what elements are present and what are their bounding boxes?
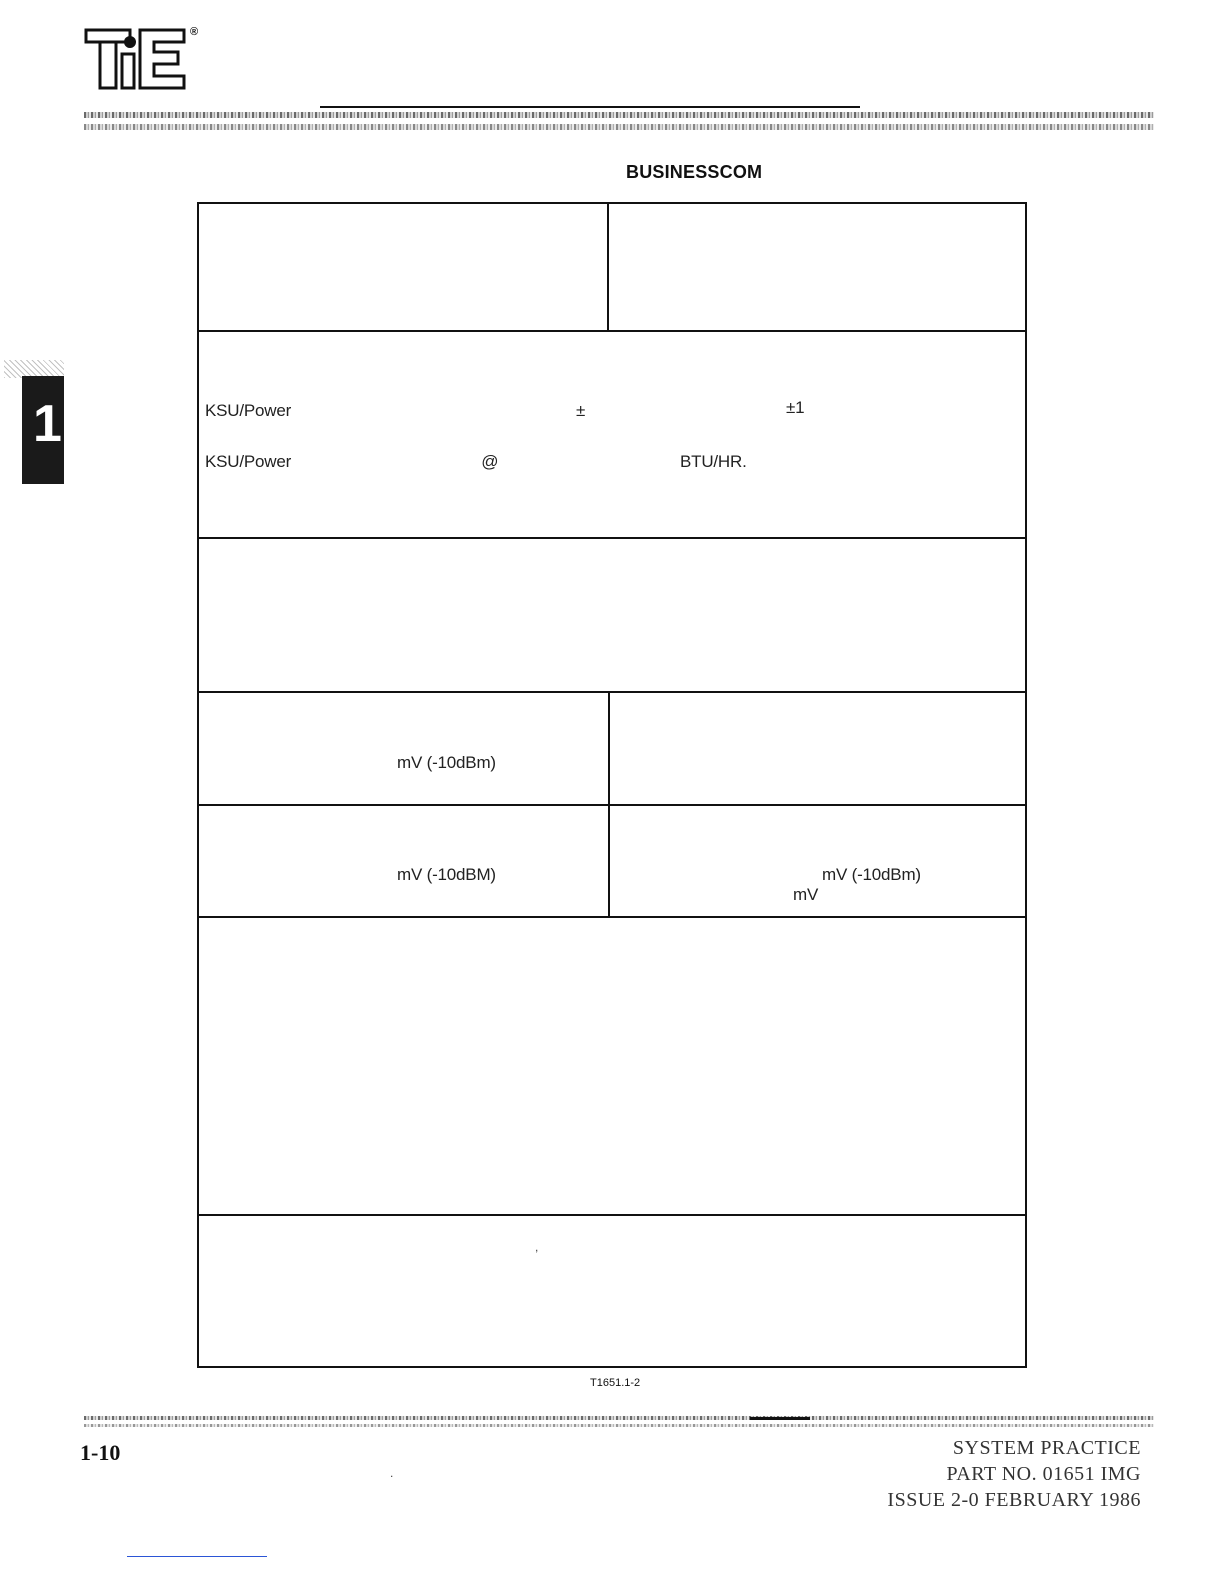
plus-minus-a: ±: [576, 401, 586, 420]
tie-logo: [84, 28, 188, 90]
plus-minus-b: ±1: [786, 398, 805, 417]
table-row-line-2: [197, 537, 1027, 539]
spec-table: [197, 202, 1027, 1368]
level-row2-right-1: mV (-10dBm): [822, 865, 921, 884]
footer-block: [821, 1435, 1141, 1513]
footer-part-number: PART NO. 01651 IMG: [946, 1463, 1141, 1485]
header-rule-hatched-lower: [84, 124, 1154, 130]
table-row-line-1: [197, 330, 1027, 332]
table-divider-top: [607, 202, 609, 332]
header-rule-solid: [320, 106, 860, 108]
footer-issue-date: ISSUE 2-0 FEBRUARY 1986: [887, 1489, 1141, 1511]
table-row-line-4: [197, 804, 1027, 806]
at-sign: @: [481, 452, 499, 471]
header-rule-hatched: [84, 112, 1154, 118]
level-row2-left: mV (-10dBM): [397, 865, 496, 884]
bottom-link-underline: [127, 1556, 267, 1557]
ksu-power-label-2: KSU/Power: [205, 452, 292, 471]
level-row2-right-2: mV: [793, 885, 819, 904]
footer-rule-hatched-lower: [84, 1424, 1154, 1427]
table-row-line-3: [197, 691, 1027, 693]
stray-mark: ,: [535, 1240, 539, 1254]
section-tab-number: 1: [33, 395, 62, 453]
table-row-line-6: [197, 1214, 1027, 1216]
footer-rule-solid: [750, 1417, 810, 1420]
btu-unit: BTU/HR.: [680, 452, 747, 471]
level-row1-left: mV (-10dBm): [397, 753, 496, 772]
footer-rule-hatched: [84, 1416, 1154, 1420]
figure-id: T1651.1-2: [590, 1377, 641, 1389]
footer-stray-mark: .: [390, 1466, 394, 1480]
page-number: 1-10: [80, 1440, 121, 1465]
registered-mark: ®: [190, 26, 199, 38]
ksu-power-label-1: KSU/Power: [205, 401, 292, 420]
document-title: BUSINESSCOM: [626, 162, 763, 182]
table-row-line-5: [197, 916, 1027, 918]
footer-system-practice: SYSTEM PRACTICE: [952, 1437, 1141, 1459]
